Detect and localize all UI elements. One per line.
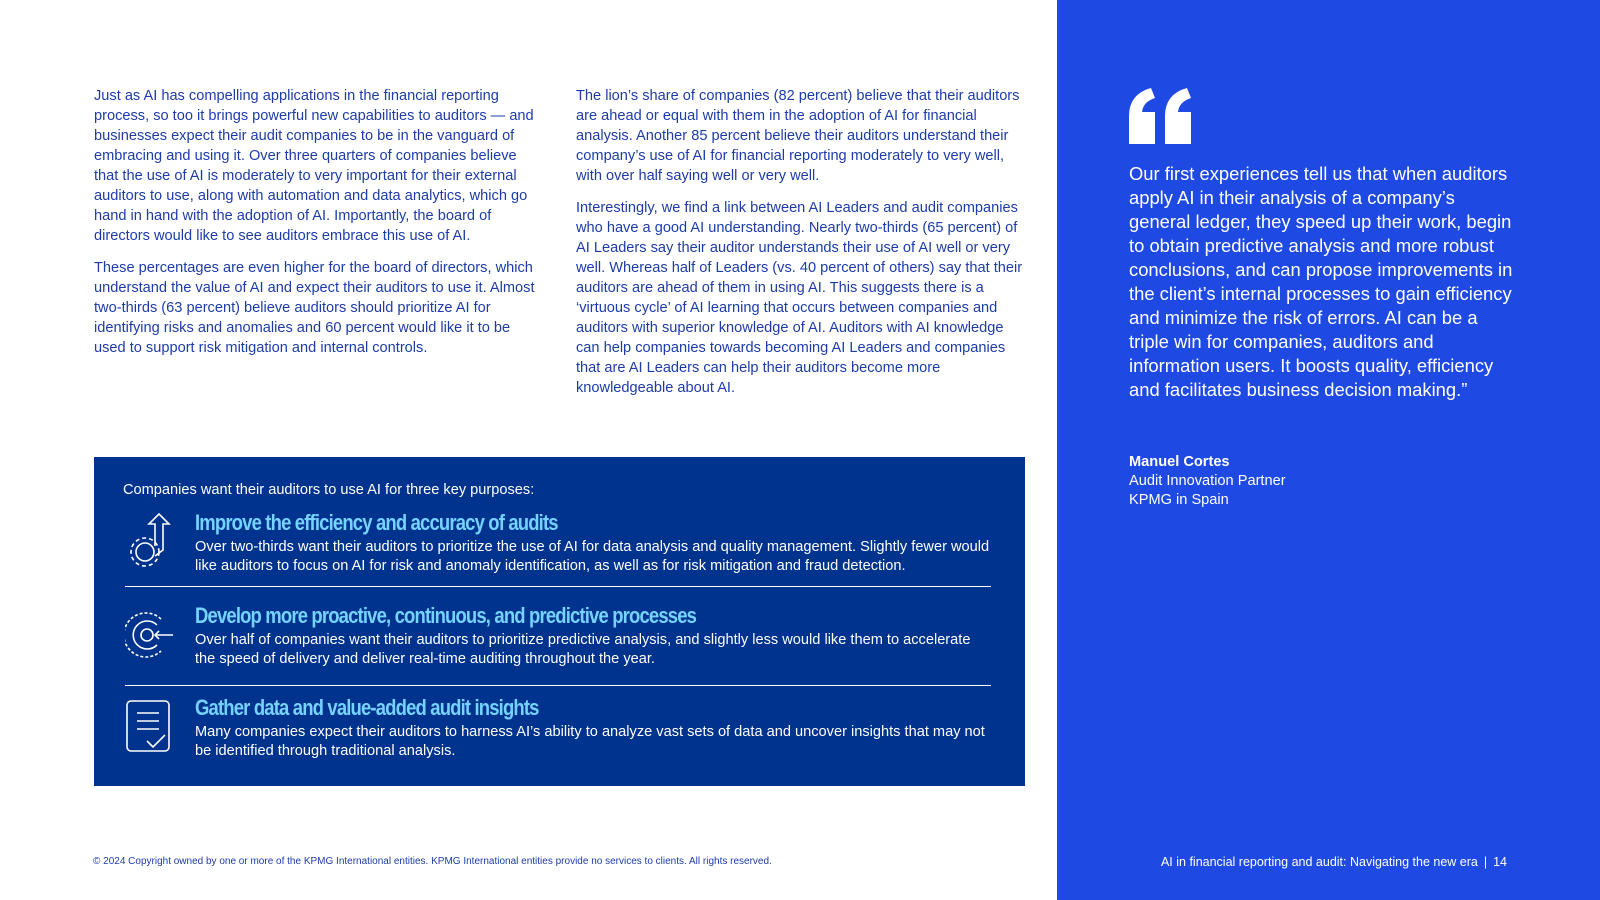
purpose-title: Gather data and value-added audit insights [195,695,539,720]
page-number: 14 [1493,855,1507,869]
key-purposes-box [94,457,1025,786]
body-paragraph: These percentages are even higher for the board of directors, which understand the value of AI and expect their auditors to use it. Almost two-thirds (63 percent) believe auditors should prioritize AI for identifying risks and anomalies and 60 percent would like it to be used to support risk mitigation and internal controls. [94,260,535,356]
target-arrow-icon [125,605,173,661]
author-role: Audit Innovation Partner [1129,473,1286,489]
document-title: AI in financial reporting and audit: Navigating the new era [1160,855,1478,869]
divider [125,586,991,587]
quotation-mark-icon [1129,88,1193,144]
divider [125,685,991,686]
author-organization: KPMG in Spain [1129,492,1229,508]
copyright-notice: © 2024 Copyright owned by one or more of the KPMG International entities. KPMG International entities provide no services to clients. All rights reserved. [93,856,772,867]
body-paragraph: Just as AI has compelling applications in the financial reporting process, so too it brings powerful new capabilities to auditors — and businesses expect their audit companies to be in the vanguard of embracing and using it. Over three quarters of companies believe that the use of AI is moderately to very important for their external auditors to use, along with automation and data analytics, which go hand in hand with the adoption of AI. Importantly, the board of directors would like to see auditors embrace this use of AI. [94,88,534,244]
gear-arrow-up-icon [125,512,173,568]
right-text-column [576,86,1028,410]
page-footer [1161,855,1507,869]
footer-separator: | [1483,855,1488,869]
purpose-title: Develop more proactive, continuous, and predictive processes [195,603,697,628]
quote-attribution [1129,453,1286,510]
purpose-description: Over half of companies want their auditors to prioritize predictive analysis, and slightly less would like them to accelerate the speed of delivery and deliver real-time auditing throughout the year. [195,632,971,667]
body-paragraph: Interestingly, we find a link between AI Leaders and audit companies who have a good AI understanding. Nearly two-thirds (65 percent) of AI Leaders say their auditor understands their use of AI well or very well. Whereas half of Leaders (vs. 40 percent of others) say that their auditors are ahead of them in using AI. This suggests there is a ‘virtuous cycle’ of AI learning that occurs between companies and auditors with superior knowledge of AI. Auditors with AI knowledge can help companies towards becoming AI Leaders and companies that are AI Leaders can help their auditors become more knowledgeable about AI. [576,200,1023,396]
purpose-description: Many companies expect their auditors to harness AI’s ability to analyze vast sets of data and uncover insights that may not be identified through traditional analysis. [195,724,985,759]
body-paragraph: The lion’s share of companies (82 percent) believe that their auditors are ahead or equal with them in the adoption of AI for financial analysis. Another 85 percent believe their auditors understand their company’s use of AI for financial reporting moderately to very well, with over half saying well or very well. [576,88,1020,184]
left-text-column [94,86,540,370]
purpose-description: Over two-thirds want their auditors to prioritize the use of AI for data analysis and quality management. Slightly fewer would like auditors to focus on AI for risk and anomaly identification, as well as for risk mitigation and fraud detection. [195,539,990,574]
document-check-icon [125,697,173,753]
quote-panel [1057,0,1600,900]
quote-text: Our first experiences tell us that when auditors apply AI in their analysis of a company’s general ledger, they speed up their work, begin to obtain predictive analysis and more robust conclusions, and can propose improvements in the client’s internal processes to gain efficiency and minimize the risk of errors. AI can be a triple win for companies, auditors and information users. It boosts quality, efficiency and facilitates business decision making.” [1129,163,1513,400]
author-name: Manuel Cortes [1129,454,1230,470]
purposes-intro: Companies want their auditors to use AI for three key purposes: [123,482,535,498]
purpose-title: Improve the efficiency and accuracy of audits [195,510,558,535]
